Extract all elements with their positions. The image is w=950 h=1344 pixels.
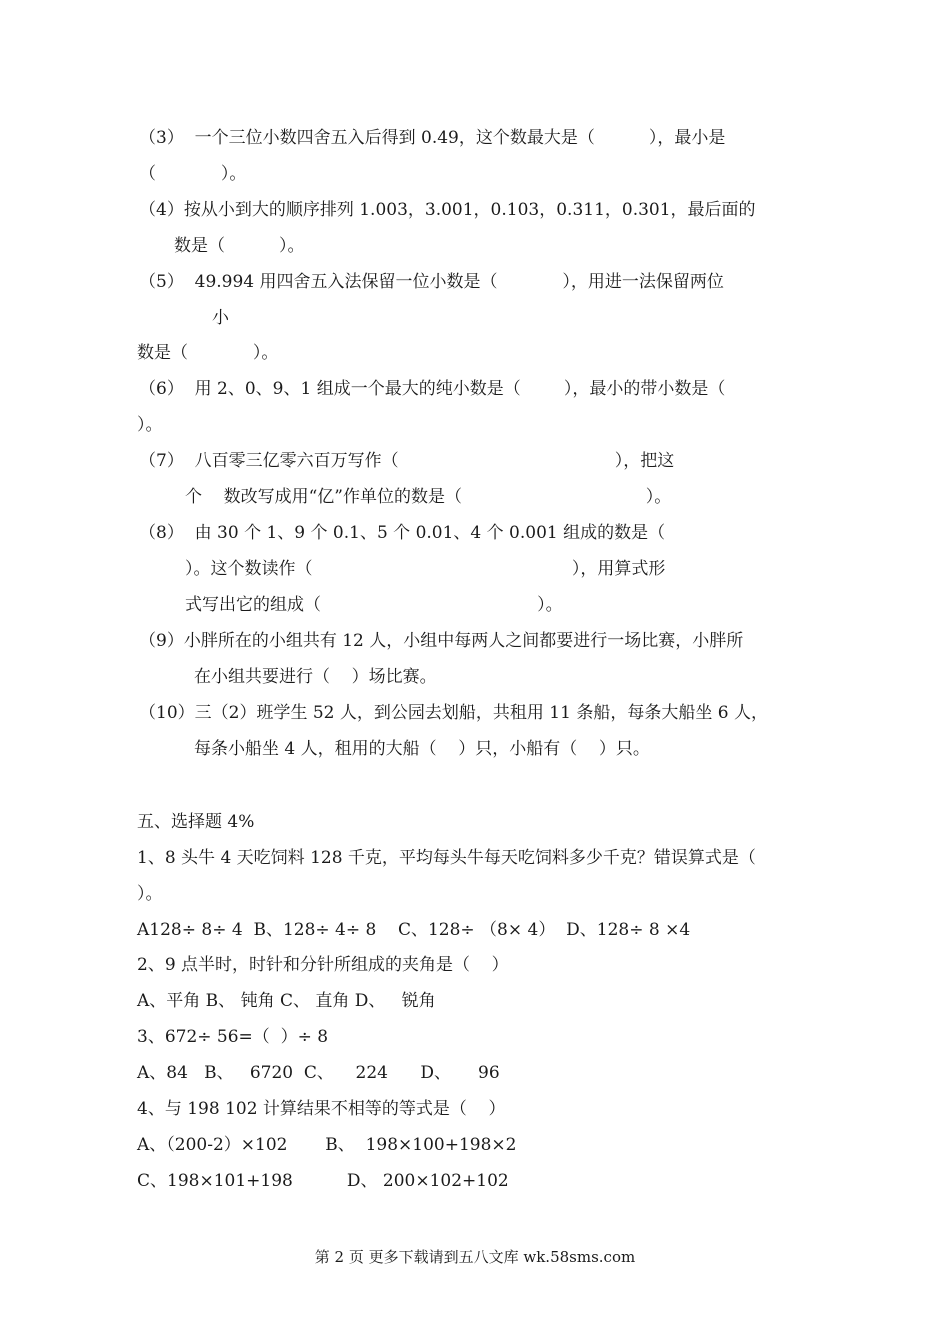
choice-3-options: A、84 B、 6720 C、 224 D、 96 [137,1063,500,1083]
q7-line2: 个 数改写成用“亿”作单位的数是（ ）。 [185,487,672,507]
choice-1-line2: ）。 [137,884,163,904]
q3-line2: （ ）。 [139,164,247,184]
q8-line3: 式写出它的组成（ ）。 [185,595,563,615]
q10-line2: 每条小船坐 4 人，租用的大船（ ）只，小船有（ ）只。 [194,739,650,759]
section-heading: 五、选择题 4% [137,812,255,832]
q4-line2: 数是（ ）。 [174,236,305,256]
q7-line1: （7） 八百零三亿零六百万写作（ ），把这 [139,451,675,471]
choice-1-line1: 1、8 头牛 4 天吃饲料 128 千克，平均每头牛每天吃饲料多少千克？错误算式是（ [137,848,756,868]
q9-line1: （9）小胖所在的小组共有 12 人，小组中每两人之间都要进行一场比赛，小胖所 [139,631,744,651]
q6-line1: （6） 用 2、0、9、1 组成一个最大的纯小数是（ ），最小的带小数是（ [139,379,726,399]
q8-line2: ）。这个数读作（ ），用算式形 [185,559,666,579]
q5-line2: 小 [212,308,229,328]
q5-line3: 数是（ ）。 [137,343,279,363]
q3-line1: （3） 一个三位小数四舍五入后得到 0.49，这个数最大是（ ），最小是 [139,128,726,148]
q9-line2: 在小组共要进行（ ）场比赛。 [194,667,437,687]
choice-3-question: 3、672÷ 56=（ ）÷ 8 [137,1027,329,1047]
q6-line2: ）。 [137,415,163,435]
page-footer: 第 2 页 更多下载请到五八文库 wk.58sms.com [314,1248,636,1266]
q8-line1: （8） 由 30 个 1、9 个 0.1、5 个 0.01、4 个 0.001 组成的数是（ [139,523,666,543]
choice-1-options: A128÷ 8÷ 4 B、128÷ 4÷ 8 C、128÷ （8× 4） D、128÷ 8 ×4 [137,920,691,940]
choice-2-question: 2、9 点半时，时针和分针所组成的夹角是（ ） [137,955,509,975]
q5-line1: （5） 49.994 用四舍五入法保留一位小数是（ ），用进一法保留两位 [139,272,724,292]
q10-line1: （10）三（2）班学生 52 人，到公园去划船，共租用 11 条船，每条大船坐 6 人， [139,703,768,723]
choice-4-options-ab: A、（200-2）×102 B、 198×100+198×2 [137,1135,517,1155]
q4-line1: （4）按从小到大的顺序排列 1.003，3.001，0.103，0.311，0.301，最后面的 [139,200,756,220]
choice-4-options-cd: C、198×101+198 D、 200×102+102 [137,1171,509,1191]
choice-2-options: A、平角 B、 钝角 C、 直角 D、 锐角 [137,991,436,1011]
choice-4-question: 4、与 198 102 计算结果不相等的等式是（ ） [137,1099,506,1119]
